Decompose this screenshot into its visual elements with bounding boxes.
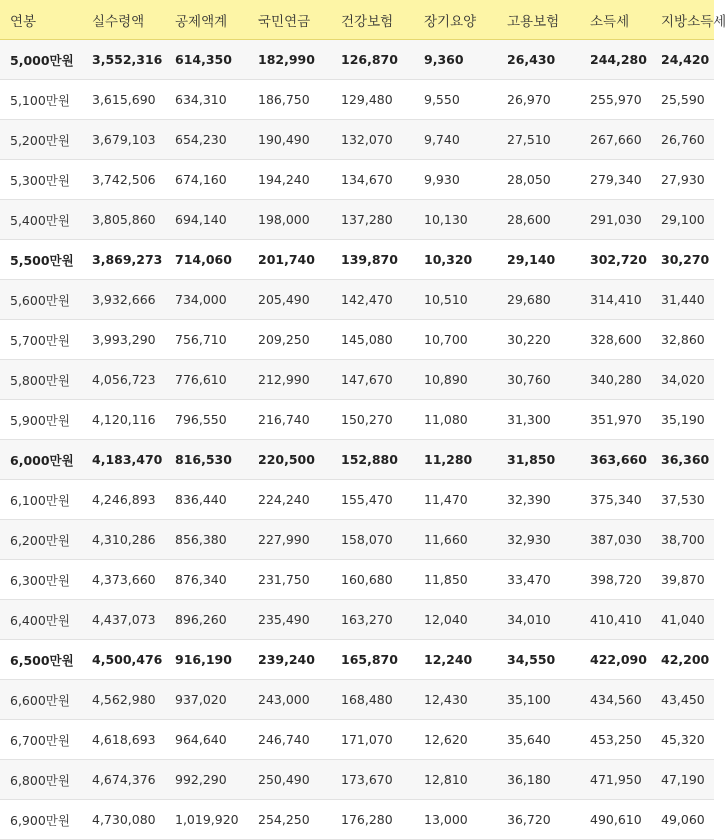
cell-health-insurance: 150,270 [341,412,393,427]
cell-net-pay: 4,674,376 [92,772,156,787]
cell-annual-salary: 5,600만원 [10,292,70,308]
cell-employment-insurance: 35,100 [507,692,551,707]
cell-local-income-tax: 27,930 [661,172,705,187]
table-row [0,80,714,120]
cell-annual-salary: 6,200만원 [10,532,70,548]
cell-health-insurance: 137,280 [341,212,393,227]
cell-annual-salary: 6,300만원 [10,572,70,588]
cell-annual-salary: 5,200만원 [10,132,70,148]
cell-national-pension: 250,490 [258,772,310,787]
cell-total-deduction: 714,060 [175,252,232,267]
cell-local-income-tax: 34,020 [661,372,705,387]
cell-local-income-tax: 36,360 [661,452,710,467]
cell-health-insurance: 147,670 [341,372,393,387]
cell-total-deduction: 674,160 [175,172,227,187]
cell-income-tax: 375,340 [590,492,642,507]
cell-long-term-care: 12,810 [424,772,468,787]
cell-annual-salary: 6,500만원 [10,652,74,668]
cell-national-pension: 235,490 [258,612,310,627]
table-row [0,640,714,680]
cell-annual-salary: 6,700만원 [10,732,70,748]
cell-annual-salary: 5,900만원 [10,412,70,428]
cell-health-insurance: 152,880 [341,452,398,467]
cell-net-pay: 3,679,103 [92,132,156,147]
table-row [0,680,714,720]
cell-income-tax: 244,280 [590,52,647,67]
cell-income-tax: 291,030 [590,212,642,227]
cell-employment-insurance: 32,930 [507,532,551,547]
cell-net-pay: 4,562,980 [92,692,156,707]
cell-national-pension: 216,740 [258,412,310,427]
cell-employment-insurance: 36,180 [507,772,551,787]
cell-health-insurance: 163,270 [341,612,393,627]
cell-income-tax: 387,030 [590,532,642,547]
cell-net-pay: 4,500,476 [92,652,163,667]
table-header-row [0,0,726,40]
cell-net-pay: 4,373,660 [92,572,156,587]
cell-national-pension: 220,500 [258,452,315,467]
cell-health-insurance: 176,280 [341,812,393,827]
cell-total-deduction: 776,610 [175,372,227,387]
cell-annual-salary: 5,000만원 [10,52,74,68]
cell-health-insurance: 173,670 [341,772,393,787]
table-row [0,600,714,640]
cell-local-income-tax: 47,190 [661,772,705,787]
cell-net-pay: 3,869,273 [92,252,163,267]
cell-net-pay: 3,552,316 [92,52,163,67]
cell-total-deduction: 614,350 [175,52,232,67]
table-row [0,480,714,520]
cell-employment-insurance: 28,050 [507,172,551,187]
cell-long-term-care: 10,510 [424,292,468,307]
cell-local-income-tax: 38,700 [661,532,705,547]
cell-national-pension: 212,990 [258,372,310,387]
cell-employment-insurance: 31,300 [507,412,551,427]
cell-local-income-tax: 42,200 [661,652,710,667]
cell-employment-insurance: 26,430 [507,52,556,67]
cell-employment-insurance: 29,680 [507,292,551,307]
cell-employment-insurance: 30,220 [507,332,551,347]
cell-national-pension: 194,240 [258,172,310,187]
cell-health-insurance: 134,670 [341,172,393,187]
cell-annual-salary: 5,400만원 [10,212,70,228]
header-health-insurance[interactable]: 건강보험 [341,13,394,30]
cell-national-pension: 246,740 [258,732,310,747]
cell-national-pension: 198,000 [258,212,310,227]
cell-health-insurance: 171,070 [341,732,393,747]
cell-long-term-care: 12,240 [424,652,473,667]
cell-long-term-care: 12,620 [424,732,468,747]
cell-income-tax: 410,410 [590,612,642,627]
cell-national-pension: 231,750 [258,572,310,587]
cell-long-term-care: 9,740 [424,132,460,147]
cell-local-income-tax: 29,100 [661,212,705,227]
cell-annual-salary: 6,800만원 [10,772,70,788]
cell-net-pay: 4,056,723 [92,372,156,387]
cell-net-pay: 4,310,286 [92,532,156,547]
cell-health-insurance: 126,870 [341,52,398,67]
table-row [0,200,714,240]
cell-national-pension: 201,740 [258,252,315,267]
cell-local-income-tax: 41,040 [661,612,705,627]
cell-national-pension: 224,240 [258,492,310,507]
cell-long-term-care: 9,360 [424,52,464,67]
cell-long-term-care: 11,080 [424,412,468,427]
cell-national-pension: 205,490 [258,292,310,307]
cell-national-pension: 239,240 [258,652,315,667]
cell-net-pay: 4,618,693 [92,732,156,747]
cell-local-income-tax: 32,860 [661,332,705,347]
cell-national-pension: 190,490 [258,132,310,147]
cell-local-income-tax: 45,320 [661,732,705,747]
cell-income-tax: 471,950 [590,772,642,787]
cell-annual-salary: 5,700만원 [10,332,70,348]
cell-net-pay: 4,183,470 [92,452,163,467]
cell-long-term-care: 11,470 [424,492,468,507]
cell-total-deduction: 734,000 [175,292,227,307]
cell-local-income-tax: 37,530 [661,492,705,507]
cell-health-insurance: 139,870 [341,252,398,267]
cell-long-term-care: 11,660 [424,532,468,547]
cell-total-deduction: 694,140 [175,212,227,227]
cell-national-pension: 243,000 [258,692,310,707]
cell-health-insurance: 132,070 [341,132,393,147]
cell-national-pension: 186,750 [258,92,310,107]
cell-long-term-care: 9,550 [424,92,460,107]
cell-local-income-tax: 30,270 [661,252,710,267]
cell-income-tax: 279,340 [590,172,642,187]
cell-local-income-tax: 43,450 [661,692,705,707]
cell-employment-insurance: 26,970 [507,92,551,107]
cell-net-pay: 3,805,860 [92,212,156,227]
cell-total-deduction: 756,710 [175,332,227,347]
cell-annual-salary: 6,900만원 [10,812,70,828]
cell-annual-salary: 6,000만원 [10,452,74,468]
cell-net-pay: 3,615,690 [92,92,156,107]
cell-local-income-tax: 39,870 [661,572,705,587]
cell-employment-insurance: 30,760 [507,372,551,387]
cell-annual-salary: 6,100만원 [10,492,70,508]
cell-annual-salary: 5,800만원 [10,372,70,388]
cell-local-income-tax: 49,060 [661,812,705,827]
table-row [0,120,714,160]
cell-health-insurance: 158,070 [341,532,393,547]
table-row [0,800,714,840]
cell-employment-insurance: 36,720 [507,812,551,827]
table-row [0,520,714,560]
cell-employment-insurance: 34,550 [507,652,556,667]
cell-total-deduction: 992,290 [175,772,227,787]
cell-total-deduction: 916,190 [175,652,232,667]
cell-net-pay: 4,437,073 [92,612,156,627]
cell-long-term-care: 13,000 [424,812,468,827]
cell-health-insurance: 168,480 [341,692,393,707]
cell-employment-insurance: 28,600 [507,212,551,227]
cell-income-tax: 328,600 [590,332,642,347]
cell-health-insurance: 160,680 [341,572,393,587]
cell-income-tax: 453,250 [590,732,642,747]
cell-annual-salary: 6,600만원 [10,692,70,708]
table-row [0,160,714,200]
table-row [0,400,714,440]
cell-long-term-care: 12,430 [424,692,468,707]
cell-health-insurance: 155,470 [341,492,393,507]
cell-total-deduction: 796,550 [175,412,227,427]
cell-long-term-care: 10,320 [424,252,473,267]
cell-health-insurance: 142,470 [341,292,393,307]
cell-long-term-care: 10,130 [424,212,468,227]
cell-net-pay: 4,120,116 [92,412,156,427]
cell-total-deduction: 876,340 [175,572,227,587]
header-net-pay[interactable]: 실수령액 [92,13,145,30]
cell-income-tax: 363,660 [590,452,647,467]
table-row [0,240,714,280]
cell-national-pension: 254,250 [258,812,310,827]
cell-income-tax: 434,560 [590,692,642,707]
cell-health-insurance: 129,480 [341,92,393,107]
cell-employment-insurance: 34,010 [507,612,551,627]
header-national-pension[interactable]: 국민연금 [258,13,311,30]
table-row [0,280,714,320]
table-row [0,440,714,480]
cell-annual-salary: 5,300만원 [10,172,70,188]
cell-net-pay: 3,932,666 [92,292,156,307]
cell-long-term-care: 11,850 [424,572,468,587]
cell-net-pay: 4,246,893 [92,492,156,507]
cell-local-income-tax: 24,420 [661,52,710,67]
cell-national-pension: 182,990 [258,52,315,67]
cell-annual-salary: 5,100만원 [10,92,70,108]
cell-local-income-tax: 25,590 [661,92,705,107]
cell-national-pension: 209,250 [258,332,310,347]
table-row [0,40,714,80]
cell-local-income-tax: 26,760 [661,132,705,147]
header-long-term-care[interactable]: 장기요양 [424,13,477,30]
cell-total-deduction: 654,230 [175,132,227,147]
cell-employment-insurance: 33,470 [507,572,551,587]
cell-total-deduction: 937,020 [175,692,227,707]
cell-long-term-care: 9,930 [424,172,460,187]
cell-income-tax: 267,660 [590,132,642,147]
table-row [0,720,714,760]
cell-total-deduction: 856,380 [175,532,227,547]
header-local-income-tax[interactable]: 지방소득세 [661,13,726,30]
cell-local-income-tax: 31,440 [661,292,705,307]
cell-employment-insurance: 29,140 [507,252,556,267]
cell-long-term-care: 11,280 [424,452,473,467]
cell-national-pension: 227,990 [258,532,310,547]
cell-employment-insurance: 31,850 [507,452,556,467]
cell-income-tax: 314,410 [590,292,642,307]
cell-income-tax: 398,720 [590,572,642,587]
table-row [0,360,714,400]
cell-employment-insurance: 35,640 [507,732,551,747]
cell-net-pay: 4,730,080 [92,812,156,827]
cell-long-term-care: 10,890 [424,372,468,387]
cell-health-insurance: 145,080 [341,332,393,347]
cell-employment-insurance: 27,510 [507,132,551,147]
cell-total-deduction: 1,019,920 [175,812,239,827]
cell-long-term-care: 12,040 [424,612,468,627]
cell-long-term-care: 10,700 [424,332,468,347]
cell-local-income-tax: 35,190 [661,412,705,427]
cell-total-deduction: 896,260 [175,612,227,627]
header-income-tax[interactable]: 소득세 [590,13,630,30]
cell-total-deduction: 964,640 [175,732,227,747]
cell-employment-insurance: 32,390 [507,492,551,507]
cell-income-tax: 422,090 [590,652,647,667]
table-row [0,760,714,800]
cell-annual-salary: 5,500만원 [10,252,74,268]
cell-income-tax: 302,720 [590,252,647,267]
header-employment-insurance[interactable]: 고용보험 [507,13,560,30]
table-row [0,320,714,360]
cell-total-deduction: 836,440 [175,492,227,507]
cell-income-tax: 351,970 [590,412,642,427]
cell-health-insurance: 165,870 [341,652,398,667]
cell-net-pay: 3,742,506 [92,172,156,187]
cell-income-tax: 490,610 [590,812,642,827]
cell-annual-salary: 6,400만원 [10,612,70,628]
table-row [0,560,714,600]
cell-income-tax: 340,280 [590,372,642,387]
header-total-deduction[interactable]: 공제액계 [175,13,228,30]
cell-net-pay: 3,993,290 [92,332,156,347]
cell-total-deduction: 816,530 [175,452,232,467]
cell-total-deduction: 634,310 [175,92,227,107]
header-annual-salary[interactable]: 연봉 [10,13,37,30]
cell-income-tax: 255,970 [590,92,642,107]
